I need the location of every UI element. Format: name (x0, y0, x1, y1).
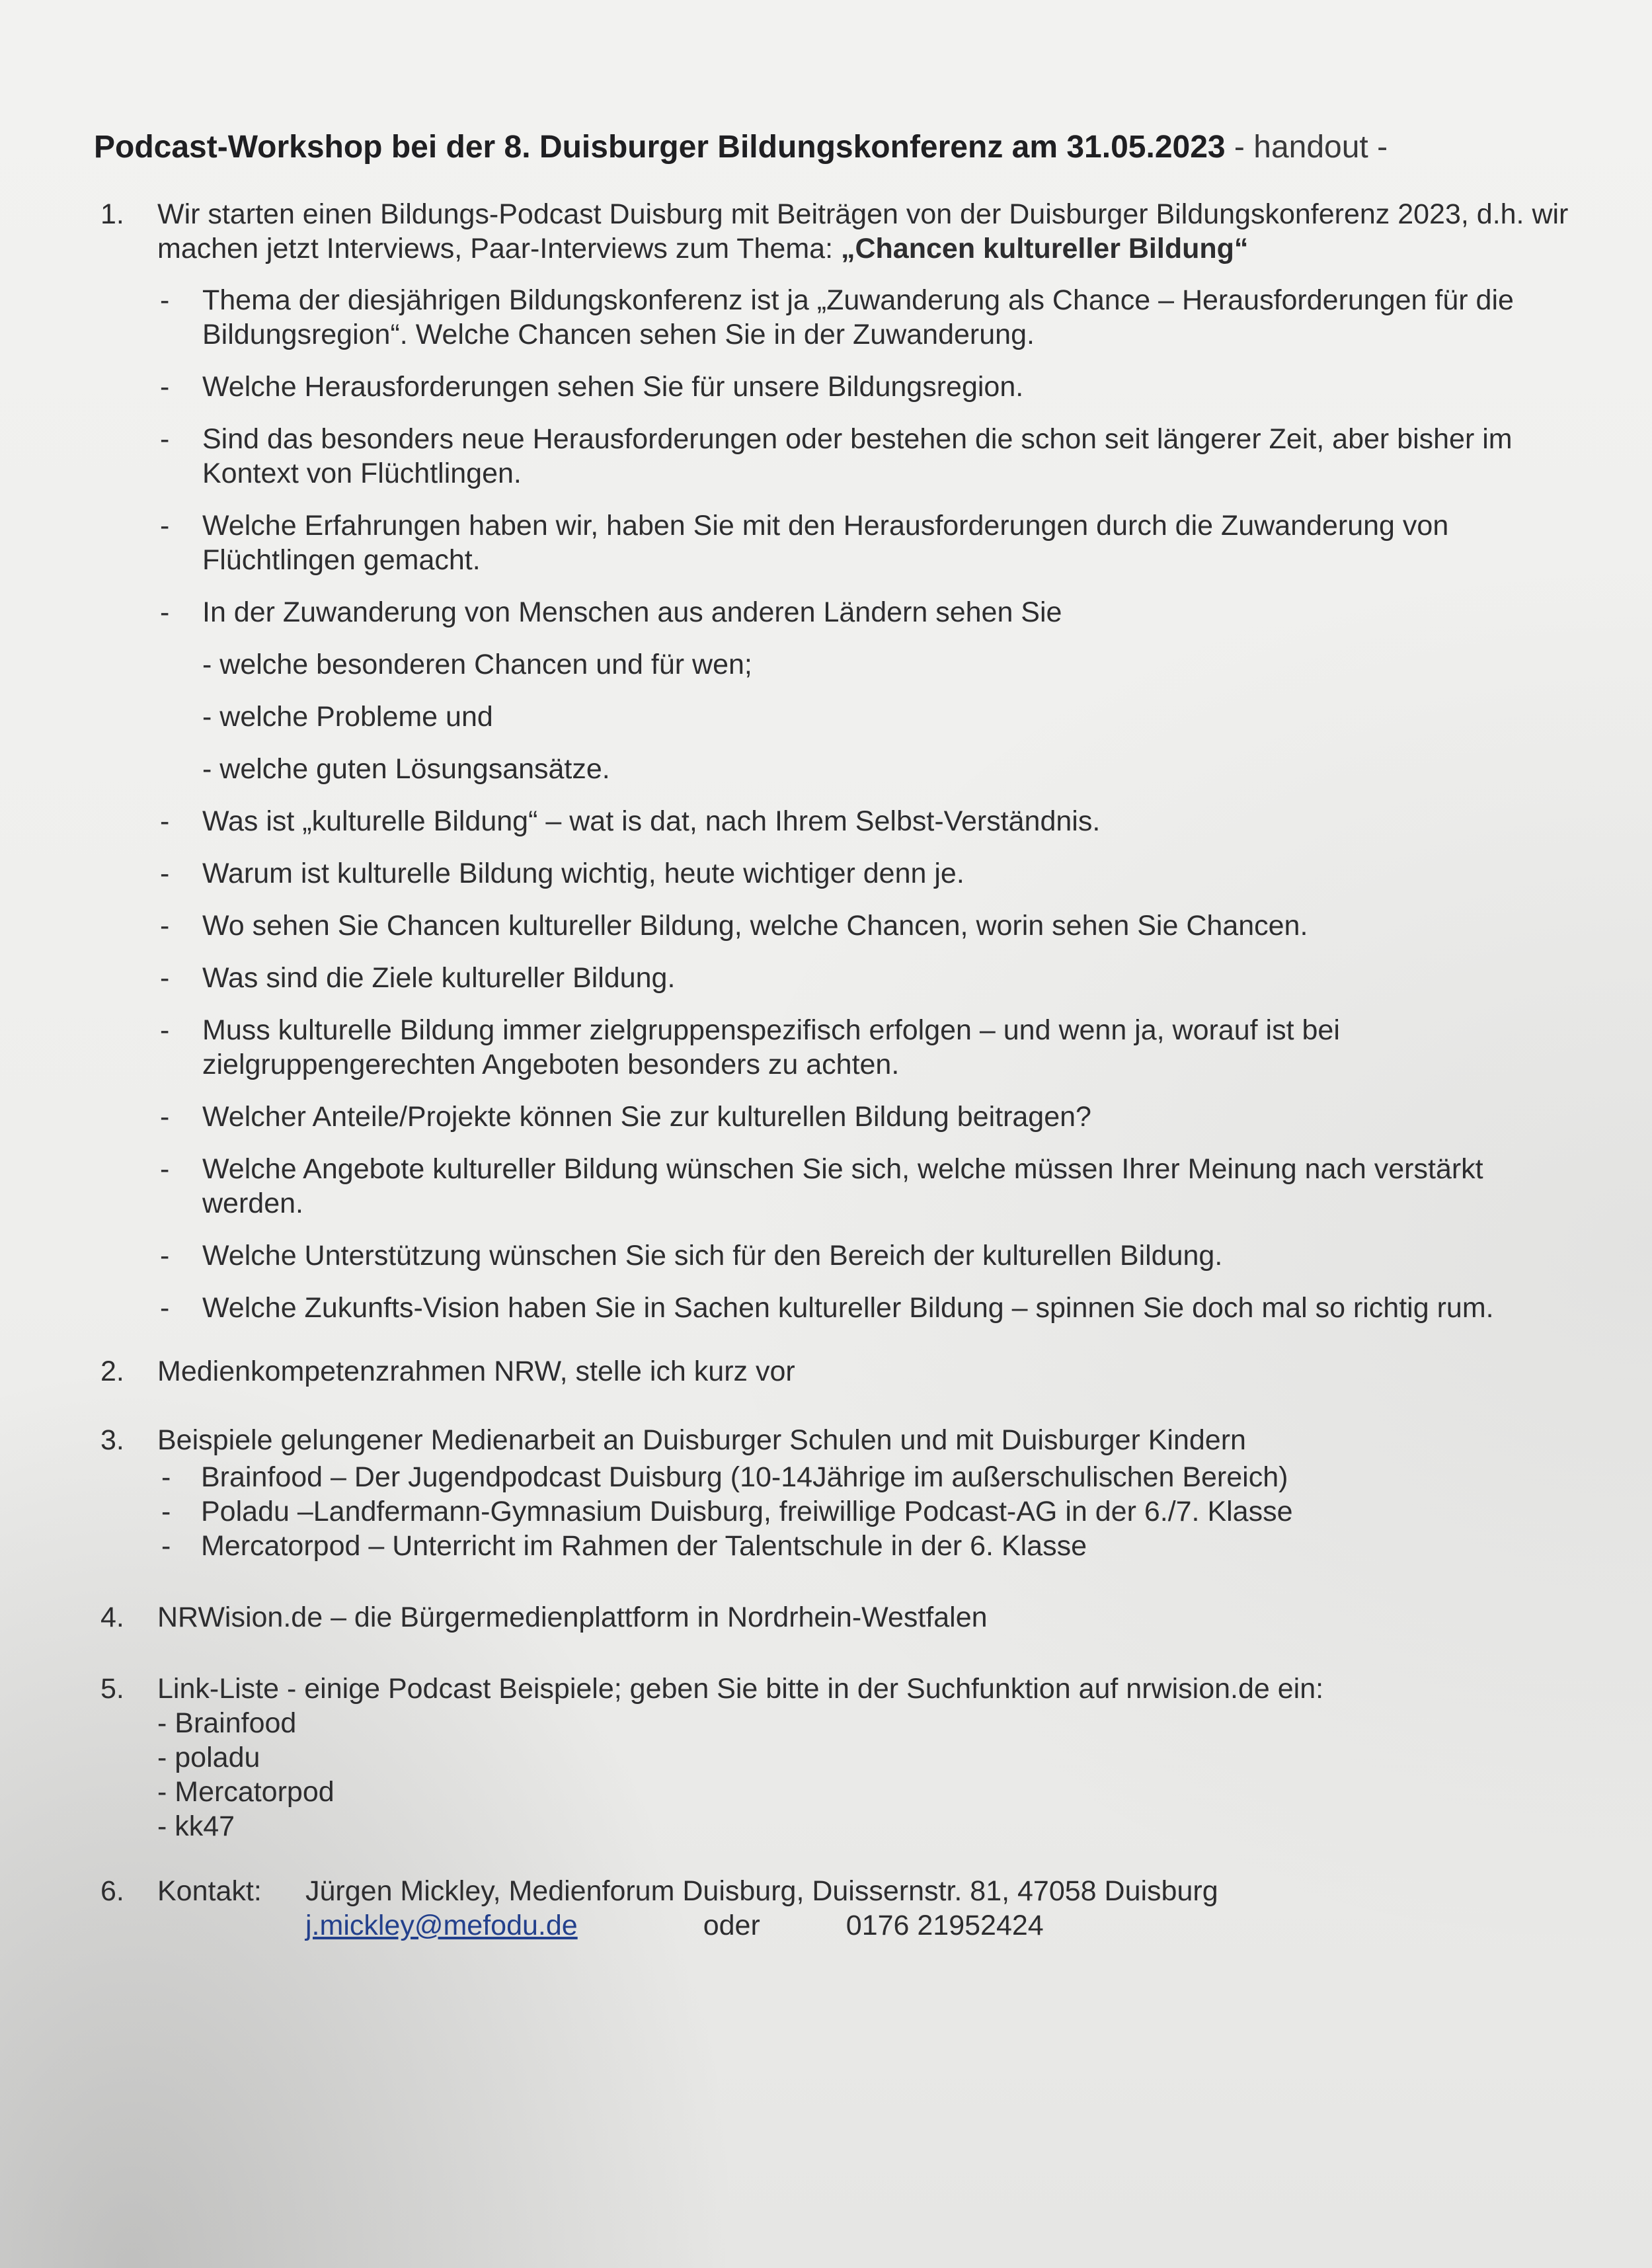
title-suffix: - handout - (1225, 130, 1388, 165)
link-list (157, 1706, 1573, 1843)
question-text: Wo sehen Sie Chancen kultureller Bildung, welche Chancen, worin sehen Sie Chancen. (202, 910, 1308, 942)
example-item (157, 1460, 1573, 1494)
question-text: Was sind die Ziele kultureller Bildung. (202, 962, 676, 994)
contact-address: Jürgen Mickley, Medienforum Duisburg, Duissernstr. 81, 47058 Duisburg (305, 1875, 1218, 1907)
question-text: Welche Zukunfts-Vision haben Sie in Sachen kultureller Bildung – spinnen Sie doch mal so richtig rum. (202, 1292, 1494, 1324)
question-text: Welcher Anteile/Projekte können Sie zur kulturellen Bildung beitragen? (202, 1101, 1091, 1133)
dash-marker: - (160, 1101, 170, 1133)
question-text: Sind das besonders neue Herausforderungen oder bestehen die schon seit längerer Zeit, aber bisher im Kontext von Flüchtlingen. (202, 423, 1513, 489)
contact-details (157, 1908, 1573, 1943)
dash-marker: - (160, 805, 170, 837)
list-item-1 (94, 197, 1573, 1325)
or-text: oder (703, 1910, 760, 1941)
item-4-text: NRWision.de – die Bürgermedienplattform in Nordrhein-Westfalen (157, 1601, 988, 1633)
link-list-item: - poladu (157, 1742, 260, 1773)
item-number: 5. (100, 1673, 124, 1705)
question-text: In der Zuwanderung von Menschen aus anderen Ländern sehen Sie (202, 596, 1062, 628)
dash-marker: - (160, 371, 170, 403)
question-item (157, 1238, 1573, 1273)
question-item (157, 1152, 1573, 1221)
question-text: Welche Unterstützung wünschen Sie sich für den Bereich der kulturellen Bildung. (202, 1240, 1223, 1272)
dash-marker: - (160, 1014, 170, 1046)
phone-number: 0176 21952424 (846, 1910, 1044, 1941)
dash-marker: - (160, 284, 170, 316)
item-number: 4. (100, 1601, 124, 1633)
list-item-5 (94, 1672, 1573, 1843)
item-3-text: Beispiele gelungener Medienarbeit an Duisburger Schulen und mit Duisburger Kindern (157, 1424, 1246, 1456)
dash-marker: - (161, 1461, 171, 1493)
item-number: 3. (100, 1424, 124, 1456)
question-item (157, 961, 1573, 995)
list-item-4 (94, 1600, 1573, 1635)
example-list (157, 1460, 1573, 1563)
question-item (157, 1100, 1573, 1134)
question-item (157, 370, 1573, 404)
example-text: Brainfood – Der Jugendpodcast Duisburg (10-14Jährige im außerschulischen Bereich) (201, 1461, 1288, 1493)
link-list-item: - kk47 (157, 1810, 235, 1842)
link-list-item: - Brainfood (157, 1707, 297, 1739)
question-text: Welche Erfahrungen haben wir, haben Sie mit den Herausforderungen durch die Zuwanderung von Flüchtlingen gemacht. (202, 510, 1449, 576)
item-1-topic: „Chancen kultureller Bildung“ (840, 233, 1249, 264)
question-text: Warum ist kulturelle Bildung wichtig, heute wichtiger denn je. (202, 858, 964, 889)
question-item (157, 422, 1573, 491)
contact-row (157, 1874, 1573, 1908)
list-item-6 (94, 1874, 1573, 1943)
dash-marker: - (161, 1530, 171, 1562)
question-item (157, 1013, 1573, 1082)
sub-line: - welche Probleme und (202, 701, 493, 733)
item-1-text: Wir starten einen Bildungs-Podcast Duisburg mit Beiträgen von der Duisburger Bildungskonferenz 2023, d.h. wir machen jetzt Interviews, Paar-Interviews zum Thema: (157, 198, 1569, 264)
item-1-intro (157, 197, 1573, 266)
question-text: Muss kulturelle Bildung immer zielgruppenspezifisch erfolgen – und wenn ja, worauf ist bei zielgruppengerechten Angeboten besonders zu achten. (202, 1014, 1340, 1080)
item-number: 1. (100, 198, 124, 230)
item-number: 6. (100, 1875, 124, 1907)
page-title (94, 124, 1573, 171)
question-list (157, 283, 1573, 1325)
email-link[interactable]: j.mickley@mefodu.de (305, 1910, 578, 1941)
example-item (157, 1494, 1573, 1529)
sub-line: - welche guten Lösungsansätze. (202, 753, 610, 785)
dash-marker: - (161, 1496, 171, 1527)
question-item (157, 804, 1573, 838)
example-text: Mercatorpod – Unterricht im Rahmen der Talentschule in der 6. Klasse (201, 1530, 1087, 1562)
question-text: Thema der diesjährigen Bildungskonferenz ist ja „Zuwanderung als Chance – Herausforderungen für die Bildungsregion“. Welche Chancen sehen Sie in der Zuwanderung. (202, 284, 1514, 350)
item-2-text: Medienkompetenzrahmen NRW, stelle ich kurz vor (157, 1356, 795, 1387)
question-item (157, 909, 1573, 943)
list-item-2 (94, 1354, 1573, 1389)
example-item (157, 1529, 1573, 1563)
example-text: Poladu –Landfermann-Gymnasium Duisburg, freiwillige Podcast-AG in der 6./7. Klasse (201, 1496, 1293, 1527)
dash-marker: - (160, 1153, 170, 1185)
title-main: Podcast-Workshop bei der 8. Duisburger Bildungskonferenz am 31.05.2023 (94, 130, 1226, 165)
contact-label: Kontakt: (157, 1875, 262, 1907)
dash-marker: - (160, 423, 170, 455)
list-item-3 (94, 1423, 1573, 1563)
question-item (157, 1291, 1573, 1325)
dash-marker: - (160, 1292, 170, 1324)
question-item (157, 283, 1573, 352)
question-text: Was ist „kulturelle Bildung“ – wat is dat, nach Ihrem Selbst-Verständnis. (202, 805, 1101, 837)
question-text: Welche Herausforderungen sehen Sie für unsere Bildungsregion. (202, 371, 1024, 403)
dash-marker: - (160, 858, 170, 889)
dash-marker: - (160, 510, 170, 542)
sub-line: - welche besonderen Chancen und für wen; (202, 649, 752, 680)
link-list-item: - Mercatorpod (157, 1776, 334, 1808)
question-item (157, 856, 1573, 891)
dash-marker: - (160, 1240, 170, 1272)
dash-marker: - (160, 596, 170, 628)
item-5-text: Link-Liste - einige Podcast Beispiele; geben Sie bitte in der Suchfunktion auf nrwision.de ein: (157, 1673, 1324, 1705)
question-item (157, 595, 1573, 786)
question-text: Welche Angebote kultureller Bildung wünschen Sie sich, welche müssen Ihrer Meinung nach verstärkt werden. (202, 1153, 1483, 1219)
dash-marker: - (160, 910, 170, 942)
item-number: 2. (100, 1356, 124, 1387)
question-item (157, 508, 1573, 577)
dash-marker: - (160, 962, 170, 994)
